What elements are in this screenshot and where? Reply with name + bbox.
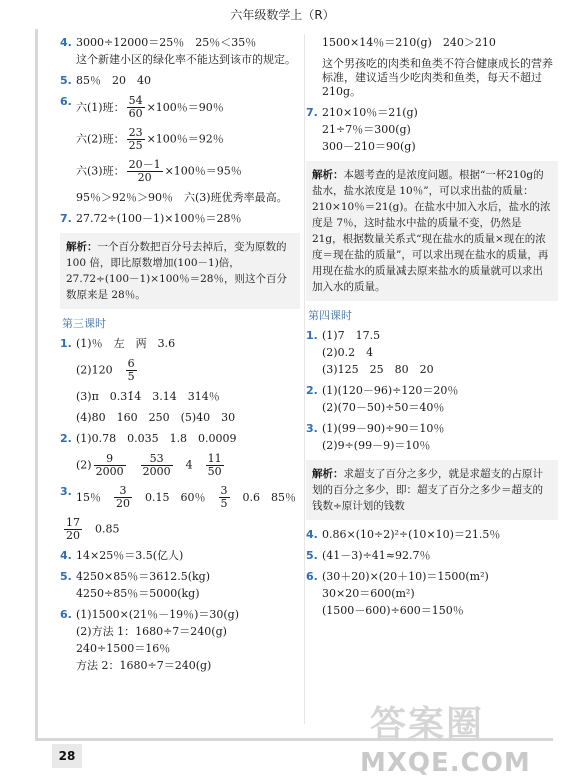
answer-5: 5. 85％ 20 40 — [60, 74, 151, 87]
fraction: $\frac{3}{20}$ — [116, 484, 130, 510]
answer-4: 4. 3000÷12000＝25％ 25％＜35％ — [60, 36, 257, 49]
lesson3-answer-2a: 2. (1)0.78 0.035 1.8 0.0009 — [60, 432, 237, 445]
left-column — [62, 36, 300, 680]
answer-6-conclusion: 这个男孩吃的肉类和鱼类不符合健康成长的营养标准，建议适当少吃肉类和鱼类，每天不超过 210g。 — [322, 57, 553, 98]
fraction: $\frac{6}{5}$ — [127, 357, 135, 383]
fraction: $\frac{17}{20}$ — [66, 516, 80, 542]
answer-6-class3: 六(3)班： $\frac{20-1}{20}$ ×100％＝95％ — [76, 158, 242, 184]
analysis-box: 解析：本题考查的是浓度问题。根据“一杯210g的盐水，盐水浓度是 10％”，可以求出盐的质量：210×10％＝21(g)。在盐水中加入水后，盐水的浓度是 7％，这时盐水中盐的质量不变，仍然是 21g，根据数量关系式“现在盐水的质量×现在的浓度＝现在盐的质量”，可以求出现在盐水的质量，再用现在盐水的质量减去原来盐水的质量就可以求出加入水的质量。 — [306, 161, 558, 301]
lesson4-answer-1b: (2)0.2 4 — [322, 346, 374, 359]
lesson3-answer-1b: (2)120 $\frac{6}{5}$ — [76, 357, 135, 383]
lesson3-answer-6c: 240÷1500＝16％ — [76, 642, 171, 655]
lesson3-answer-6a: 6. (1)1500×(21％－19％)＝30(g) — [60, 608, 239, 621]
lesson4-answer-2b: (2)(70－50)÷50＝40％ — [322, 401, 445, 414]
lesson3-answer-5b: 4250÷85％＝5000(kg) — [76, 587, 200, 600]
lesson4-answer-6b: 30×20＝600(m²) — [322, 587, 415, 600]
lesson4-answer-3a: 3. (1)(99－90)÷90＝10％ — [306, 422, 445, 435]
lesson4-answer-3b: (2)9÷(99－9)＝10％ — [322, 439, 431, 452]
section-title-lesson3: 第三课时 — [62, 317, 106, 330]
answer-7c: 300－210＝90(g) — [322, 140, 416, 153]
answer-6-class1: 6. 六(1)班： $\frac{54}{60}$ ×100％＝90％ — [60, 94, 224, 120]
watermark-url: MXQE.COM — [360, 748, 531, 778]
watermark-logo: 答案圈 — [370, 704, 485, 745]
lesson3-answer-3: 3. 15％ $\frac{3}{20}$ 0.15 60％ $\frac{3}{5}$ 0.6 85％ — [60, 484, 296, 510]
lesson3-answer-1c: (3)π 0.31̇4̇ 3.14 314％ — [76, 390, 220, 403]
lesson4-answer-6a: 6. (30＋20)×(20＋10)＝1500(m²) — [306, 570, 489, 583]
answer-6-continued: 1500×14％＝210(g) 240＞210 — [322, 36, 496, 49]
fraction: $\frac{3}{5}$ — [220, 484, 228, 510]
analysis-box: 解析：求超支了百分之多少，就是求超支的占原计划的百分之多少，即：超支了百分之多少＝超支的钱数÷原计划的钱数 — [306, 460, 558, 520]
fraction: $\frac{20-1}{20}$ — [128, 158, 161, 184]
answer-7a: 7. 210×10％＝21(g) — [306, 106, 418, 119]
analysis-box: 解析：一个百分数把百分号去掉后，变为原数的 100 倍，即比原数增加(100－1)倍，27.72÷(100－1)×100％＝28％，则这个百分数原来是 28％。 — [60, 233, 300, 309]
answer-7b: 21÷7％＝300(g) — [322, 123, 411, 136]
lesson4-answer-6c: (1500－600)÷600＝150％ — [322, 604, 464, 617]
lesson4-answer-1c: (3)125 25 80 20 — [322, 363, 434, 376]
lesson4-answer-1a: 1. (1)7 17.5 — [306, 329, 381, 342]
page-header: 六年级数学上（R） — [230, 8, 335, 22]
fraction: $\frac{23}{25}$ — [128, 126, 143, 152]
section-title-lesson4: 第四课时 — [308, 309, 352, 322]
answer-6-conclusion: 95％＞92％＞90％ 六(3)班优秀率最高。 — [76, 191, 288, 204]
lesson3-answer-6d: 方法 2：1680÷7＝240(g) — [76, 659, 212, 672]
lesson3-answer-5a: 5. 4250×85％＝3612.5(kg) — [60, 570, 210, 583]
answer-6-class2: 六(2)班： $\frac{23}{25}$ ×100％＝92％ — [76, 126, 224, 152]
fraction: $\frac{9}{2000}$ — [95, 452, 124, 478]
page-number: 28 — [52, 744, 82, 768]
lesson3-answer-2b: (2) $\frac{9}{2000}$ $\frac{53}{2000}$ 4 $\frac{11}{50}$ — [76, 452, 222, 478]
fraction: $\frac{11}{50}$ — [207, 452, 222, 478]
lesson3-answer-1d: (4)80 160 250 (5)40 30 — [76, 411, 236, 424]
lesson4-answer-5: 5. (41－3)÷41≈92.7％ — [306, 549, 431, 562]
lesson3-answer-6b: (2)方法 1：1680÷7＝240(g) — [76, 625, 227, 638]
lesson3-answer-4: 4. 14×25％＝3.5(亿人) — [60, 549, 184, 562]
lesson4-answer-4: 4. 0.86×(10÷2)²÷(10×10)＝21.5％ — [306, 528, 501, 541]
lesson3-answer-3b: $\frac{17}{20}$ 0.85 — [66, 516, 120, 542]
answer-7: 7. 27.72÷(100－1)×100％＝28％ — [60, 212, 242, 225]
answer-4-conclusion: 这个新建小区的绿化率不能达到该市的规定。 — [76, 53, 296, 66]
fraction: $\frac{54}{60}$ — [128, 94, 143, 120]
lesson4-answer-2a: 2. (1)(120－96)÷120＝20％ — [306, 384, 459, 397]
column-divider — [304, 34, 305, 724]
lesson3-answer-1a: 1. (1)％ 左 两 3.6 — [60, 337, 176, 350]
fraction: $\frac{53}{2000}$ — [142, 452, 171, 478]
right-column — [308, 36, 558, 625]
